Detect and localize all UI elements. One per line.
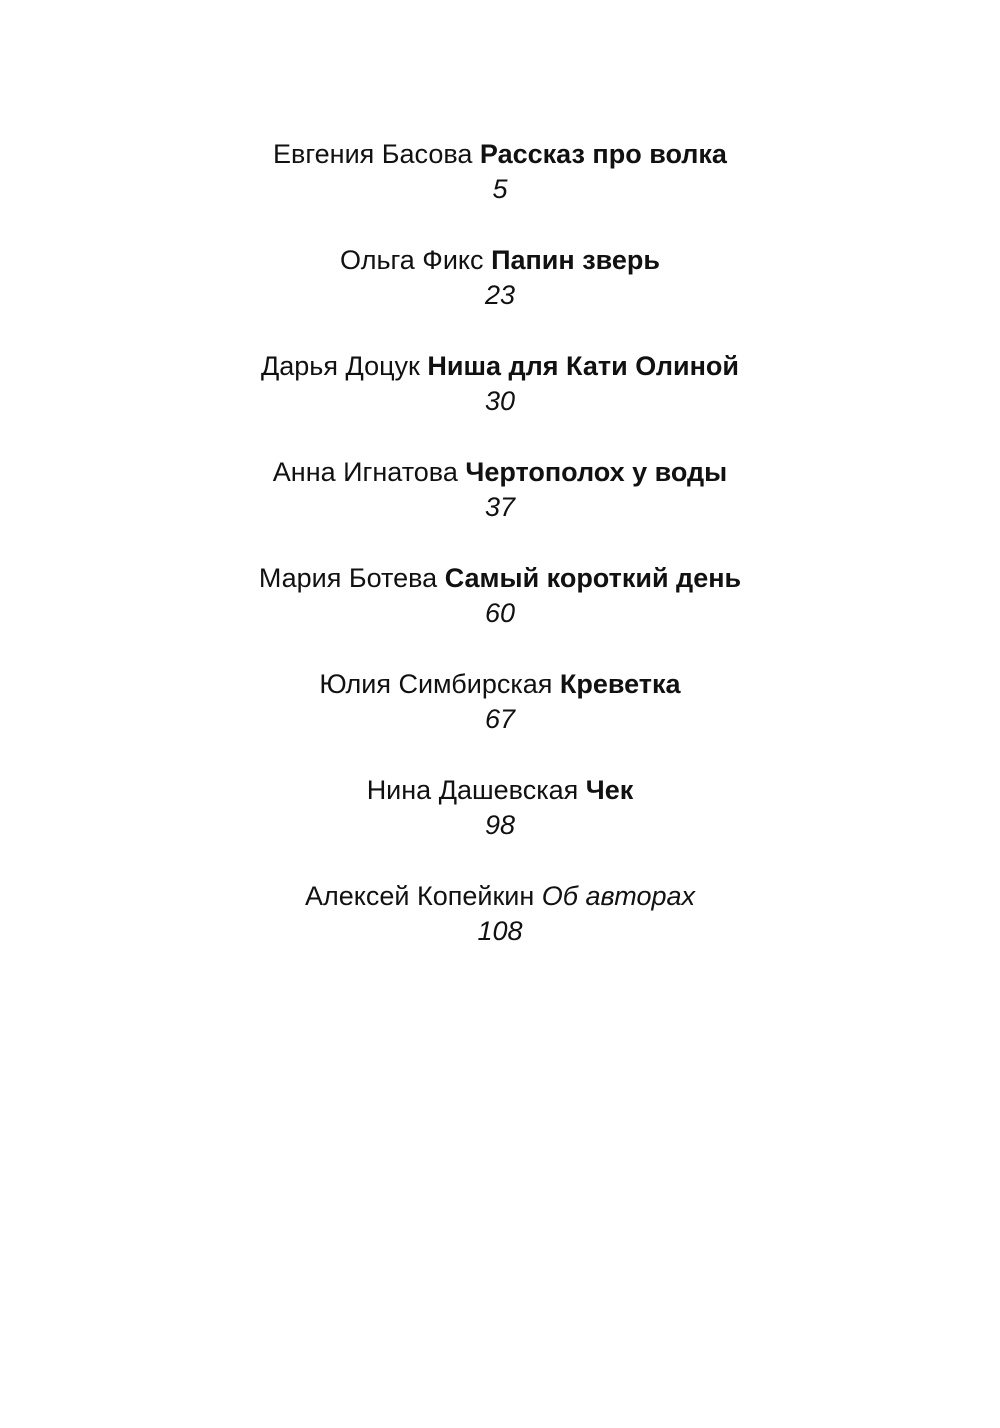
page-number: 67 [484,704,516,734]
toc-entry [0,772,1000,878]
story-title: Чертополох у воды [465,457,728,487]
page-number: 37 [484,492,516,522]
author-name: Анна Игнатова [272,457,458,487]
author-name: Нина Дашевская [366,775,579,805]
story-title: Ниша для Кати Олиной [427,351,739,381]
author-name: Ольга Фикс [340,245,484,275]
story-title: Креветка [559,669,681,699]
about-authors-title: Об авторах [541,881,695,911]
toc-entry-line [0,666,1000,702]
author-name: Юлия Симбирская [319,669,553,699]
page-number: 98 [484,810,516,840]
author-name: Мария Ботева [258,563,438,593]
table-of-contents [0,136,1000,984]
author-name: Евгения Басова [273,139,473,169]
toc-entry-line [0,136,1000,172]
story-title: Рассказ про волка [479,139,727,169]
toc-entry [0,136,1000,242]
story-title: Самый короткий день [444,563,742,593]
page-number: 60 [484,598,516,628]
toc-entry [0,348,1000,454]
story-title: Чек [585,775,634,805]
toc-entry-line [0,242,1000,278]
page-number: 23 [484,280,516,310]
page-number: 108 [477,916,523,946]
story-title: Папин зверь [491,245,660,275]
toc-entry-line [0,878,1000,914]
toc-entry-line [0,772,1000,808]
toc-entry-line [0,454,1000,490]
author-name: Дарья Доцук [260,351,420,381]
toc-entry-line [0,348,1000,384]
author-name: Алексей Копейкин [304,881,535,911]
toc-entry [0,560,1000,666]
toc-entry [0,666,1000,772]
toc-entry [0,878,1000,984]
toc-entry [0,242,1000,348]
page-number: 5 [492,174,508,204]
toc-entry [0,454,1000,560]
toc-entry-line [0,560,1000,596]
page-number: 30 [484,386,516,416]
